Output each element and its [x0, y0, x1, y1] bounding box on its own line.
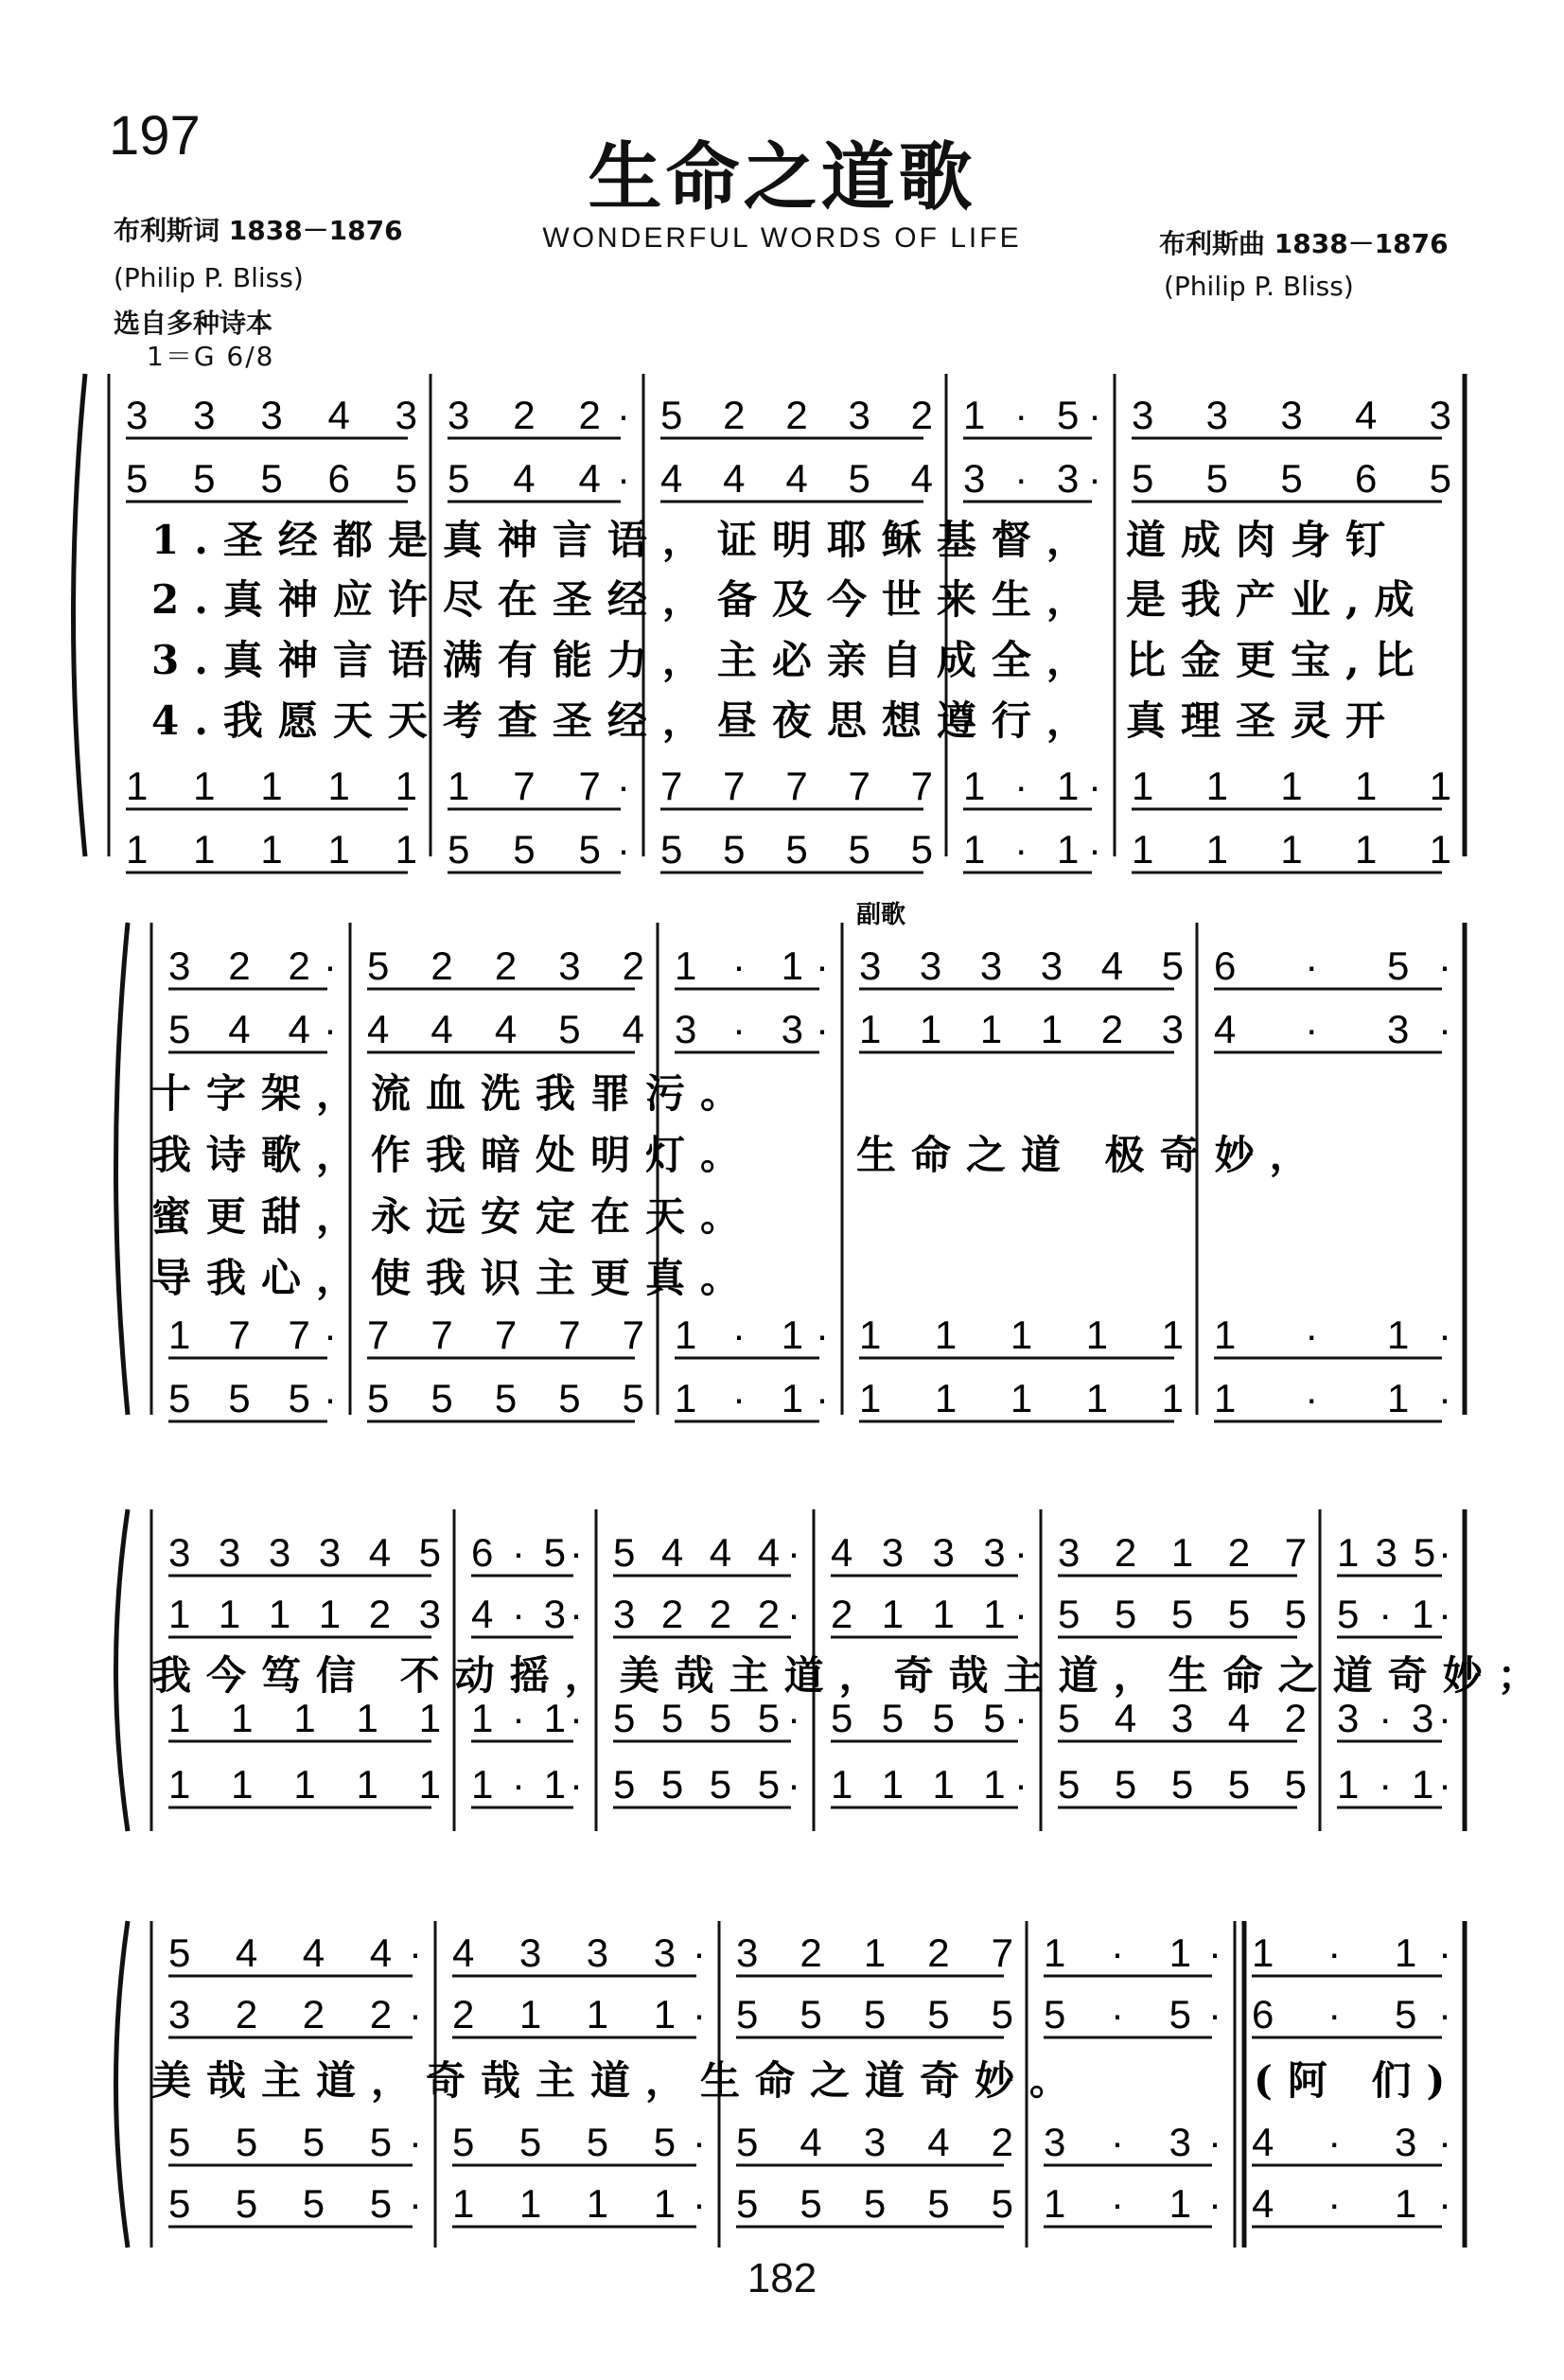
lyric-line: 3.真神言语满有能力，主必亲自成全，: [151, 637, 1101, 683]
note-measure: 5 5 5·: [168, 1376, 337, 1420]
lyric-line-end: 是我产业,成: [1126, 576, 1430, 623]
note-measure: 5 5 5 5 5: [736, 1992, 1013, 2036]
note-measure: 1 · 1·: [963, 827, 1101, 872]
refrain-label: 副歌: [856, 901, 906, 929]
note-measure: 3 · 3·: [675, 1007, 829, 1051]
note-measure: 3 2 1 2 7: [736, 1930, 1013, 1975]
note-measure: 1 1 1 1·: [831, 1762, 1028, 1807]
note-measure: 4 3 3 3·: [452, 1930, 706, 1975]
lyric-line: 1.圣经都是真神言语，证明耶稣基督，: [151, 517, 1101, 563]
note-measure: 3 3 3 4 3: [126, 393, 417, 437]
note-measure: 5 5 5 5·: [168, 2120, 422, 2164]
note-measure: 1 7 7·: [448, 764, 630, 808]
note-measure: 5 4 3 4 2: [1058, 1696, 1307, 1740]
note-measure: 4 4 4 5 4: [367, 1007, 644, 1051]
note-measure: 5 2 2 3 2: [367, 943, 644, 988]
note-measure: 7 7 7 7 7: [367, 1313, 644, 1357]
note-measure: 5 5 5 5 5: [660, 827, 933, 872]
system-brace: [116, 1509, 129, 1831]
note-measure: 5 5 5 5·: [613, 1762, 800, 1807]
note-measure: 1 1 1 1 1: [168, 1696, 441, 1740]
lyrics-source: 选自多种诗本: [114, 308, 273, 339]
note-measure: 1 · 1·: [675, 943, 829, 988]
note-measure: 1 · 1·: [471, 1762, 583, 1807]
note-measure: 1 1 1 1 1: [126, 764, 417, 808]
note-measure: 3 · 3·: [1044, 2120, 1221, 2164]
note-measure: 3 2 2 2·: [613, 1592, 800, 1636]
hymn-title: 生命之道歌: [588, 134, 976, 220]
note-measure: 1 · 1·: [1252, 1930, 1451, 1975]
note-measure: 3 3 3 3 4 5: [168, 1530, 441, 1575]
lyric-line: 我诗歌，作我暗处明灯。: [151, 1132, 756, 1178]
note-measure: 1 · 1·: [675, 1313, 829, 1357]
note-measure: 5 5 5 5·: [613, 1696, 800, 1740]
note-measure: 5 5 5·: [448, 827, 630, 872]
note-measure: 1 1 1 1 2 3: [168, 1592, 441, 1636]
note-measure: 1 1 1 1 1: [1132, 827, 1451, 872]
lyric-line: 我今笃信 不动摇，美哉主道，奇哉主道，生命之道奇妙；: [151, 1652, 1553, 1699]
note-measure: 1 · 1·: [1214, 1313, 1451, 1357]
lyric-line-end: 道成肉身钉: [1126, 517, 1401, 563]
note-measure: 3 · 3·: [1337, 1696, 1451, 1740]
note-measure: 1 · 1·: [1337, 1762, 1451, 1807]
hymn-subtitle: WONDERFUL WORDS OF LIFE: [542, 222, 1022, 254]
amen-lyric: (阿 们): [1254, 2057, 1461, 2104]
note-measure: 1 · 1·: [1044, 1930, 1221, 1975]
note-measure: 1 · 1·: [471, 1696, 583, 1740]
note-measure: 3 3 3 4 3: [1132, 393, 1451, 437]
lyric-line-end: 真理圣灵开: [1126, 697, 1401, 744]
lyric-line: 2.真神应许尽在圣经，备及今世来生，: [151, 576, 1101, 623]
note-measure: 1 1 1 1·: [452, 2181, 706, 2226]
note-measure: 1 · 1·: [1214, 1376, 1451, 1420]
note-measure: 7 7 7 7 7: [660, 764, 933, 808]
note-measure: 5 4 4·: [448, 456, 630, 501]
note-measure: 4 · 3·: [1252, 2120, 1451, 2164]
key-signature: 1＝G 6/8: [147, 341, 275, 372]
note-measure: 1 1 1 1 1: [1132, 764, 1451, 808]
note-measure: 4 3 3 3·: [831, 1530, 1028, 1575]
lyric-line: 4.我愿天天考查圣经，昼夜思想遵行，: [151, 697, 1101, 744]
note-measure: 5 4 4 4·: [168, 1930, 422, 1975]
note-measure: 4 · 3·: [1214, 1007, 1451, 1051]
note-measure: 5 5 5 5·: [168, 2181, 422, 2226]
lyric-line: 美哉主道，奇哉主道，生命之道奇妙。: [151, 2057, 1085, 2104]
system-brace: [74, 374, 86, 856]
note-measure: 5 5 5 5 5: [367, 1376, 644, 1420]
hymn-number: 197: [109, 105, 201, 167]
note-measure: 1 · 1·: [1044, 2181, 1221, 2226]
note-measure: 5 4 4·: [168, 1007, 337, 1051]
note-measure: 3 2 1 2 7: [1058, 1530, 1307, 1575]
note-measure: 6 · 5·: [1252, 1992, 1451, 2036]
note-measure: 3 · 3·: [963, 456, 1101, 501]
note-measure: 5 5 5 5 5: [1058, 1762, 1307, 1807]
note-measure: 6 · 5·: [471, 1530, 583, 1575]
note-measure: 1 1 1 1 1: [168, 1762, 441, 1807]
lyric-line: 蜜更甜，永远安定在天。: [151, 1193, 756, 1240]
lyric-line: 十字架，流血洗我罪污。: [151, 1070, 756, 1117]
composer-english-name: (Philip P. Bliss): [1164, 271, 1354, 302]
note-measure: 5 5 5 5·: [452, 2120, 706, 2164]
note-measure: 5 5 5 5·: [831, 1696, 1028, 1740]
system-brace: [116, 923, 129, 1415]
note-measure: 3 2 2 2·: [168, 1992, 422, 2036]
note-measure: 1 1 1 1 1: [859, 1376, 1184, 1420]
note-measure: 5 · 1·: [1337, 1592, 1451, 1636]
note-measure: 1 · 5·: [963, 393, 1101, 437]
lyric-line-end: 比金更宝,比: [1126, 637, 1430, 683]
note-measure: 5 4 4 4·: [613, 1530, 800, 1575]
page-number: 182: [747, 2255, 817, 2301]
note-measure: 2 1 1 1·: [831, 1592, 1028, 1636]
note-measure: 1 · 1·: [963, 764, 1101, 808]
note-measure: 3 2 2·: [168, 943, 337, 988]
note-measure: 4 · 3·: [471, 1592, 583, 1636]
note-measure: 1 7 7·: [168, 1313, 337, 1357]
note-measure: 5 · 5·: [1044, 1992, 1221, 2036]
note-measure: 5 5 5 6 5: [126, 456, 417, 501]
note-measure: 1 1 1 1 1: [859, 1313, 1184, 1357]
note-measure: 5 5 5 5 5: [1058, 1592, 1307, 1636]
note-measure: 1 · 1·: [675, 1376, 829, 1420]
note-measure: 3 3 3 3 4 5: [859, 943, 1184, 988]
system-brace: [116, 1921, 129, 2248]
note-measure: 5 4 3 4 2: [736, 2120, 1013, 2164]
note-measure: 2 1 1 1·: [452, 1992, 706, 2036]
note-measure: 3 2 2·: [448, 393, 630, 437]
refrain-lyric: 生命之道 极奇妙，: [856, 1132, 1325, 1178]
note-measure: 1 1 1 1 2 3: [859, 1007, 1184, 1051]
note-measure: 4 · 1·: [1252, 2181, 1451, 2226]
note-measure: 6 · 5·: [1214, 943, 1451, 988]
note-measure: 5 2 2 3 2: [660, 393, 933, 437]
lyric-line: 导我心，使我识主更真。: [151, 1255, 756, 1301]
note-measure: 1 3 5·: [1337, 1530, 1451, 1575]
note-measure: 5 5 5 6 5: [1132, 456, 1451, 501]
note-measure: 1 1 1 1 1: [126, 827, 417, 872]
note-measure: 4 4 4 5 4: [660, 456, 933, 501]
lyricist-english-name: (Philip P. Bliss): [114, 262, 304, 293]
composer-credit: 布利斯曲 1838－1876: [1159, 228, 1449, 259]
note-measure: 5 5 5 5 5: [736, 2181, 1013, 2226]
lyricist-credit: 布利斯词 1838－1876: [114, 215, 403, 246]
